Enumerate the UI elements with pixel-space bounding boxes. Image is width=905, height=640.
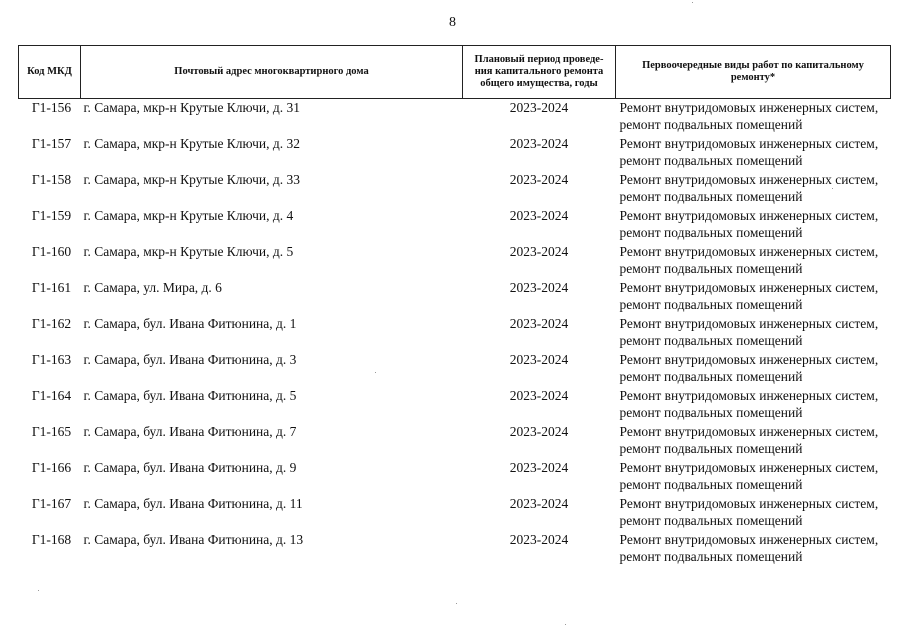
works-line-2: ремонт подвальных помещений	[619, 117, 803, 132]
table-row	[19, 387, 891, 423]
address-cell: г. Самара, бул. Ивана Фитюнина, д. 5	[83, 388, 297, 403]
mkd-code: Г1-168	[31, 532, 72, 547]
works-cell	[616, 207, 891, 243]
address-cell: г. Самара, мкр-н Крутые Ключи, д. 5	[83, 244, 294, 259]
scan-speck	[38, 590, 39, 591]
scan-speck	[692, 2, 693, 3]
table-row	[19, 135, 891, 171]
header-works: Первоочередные виды работ по капитальному ремонту*	[616, 46, 891, 99]
mkd-code: Г1-163	[31, 352, 72, 367]
period-cell: 2023-2024	[509, 244, 569, 259]
header-period: Плановый период проведе-ния капитального ремонта общего имущества, годы	[463, 46, 616, 99]
mkd-code: Г1-159	[31, 208, 72, 223]
header-code: Код МКД	[19, 46, 81, 99]
table-row	[19, 315, 891, 351]
works-line-2: ремонт подвальных помещений	[619, 441, 803, 456]
period-cell: 2023-2024	[509, 136, 569, 151]
works-line-2: ремонт подвальных помещений	[619, 477, 803, 492]
works-line-1: Ремонт внутридомовых инженерных систем,	[619, 496, 879, 511]
header-address: Почтовый адрес многоквартирного дома	[81, 46, 463, 99]
works-line-1: Ремонт внутридомовых инженерных систем,	[619, 136, 879, 151]
works-cell	[616, 495, 891, 531]
address-cell: г. Самара, мкр-н Крутые Ключи, д. 31	[83, 100, 301, 115]
works-line-2: ремонт подвальных помещений	[619, 297, 803, 312]
table-body	[19, 99, 891, 568]
address-cell: г. Самара, бул. Ивана Фитюнина, д. 9	[83, 460, 297, 475]
address-cell: г. Самара, бул. Ивана Фитюнина, д. 3	[83, 352, 297, 367]
works-line-2: ремонт подвальных помещений	[619, 261, 803, 276]
mkd-code: Г1-167	[31, 496, 72, 511]
works-cell	[616, 171, 891, 207]
period-cell: 2023-2024	[509, 100, 569, 115]
mkd-code: Г1-161	[31, 280, 72, 295]
works-line-2: ремонт подвальных помещений	[619, 189, 803, 204]
mkd-code: Г1-160	[31, 244, 72, 259]
table-row	[19, 171, 891, 207]
scan-speck	[565, 624, 566, 625]
period-cell: 2023-2024	[509, 424, 569, 439]
table-row	[19, 495, 891, 531]
works-line-1: Ремонт внутридомовых инженерных систем,	[619, 100, 879, 115]
period-cell: 2023-2024	[509, 496, 569, 511]
works-cell	[616, 243, 891, 279]
period-cell: 2023-2024	[509, 172, 569, 187]
works-cell	[616, 99, 891, 136]
table-row	[19, 279, 891, 315]
table-row	[19, 207, 891, 243]
period-cell: 2023-2024	[509, 352, 569, 367]
scan-speck	[832, 188, 833, 189]
works-line-1: Ремонт внутридомовых инженерных систем,	[619, 316, 879, 331]
page-number: 8	[449, 15, 456, 30]
works-line-1: Ремонт внутридомовых инженерных систем,	[619, 388, 879, 403]
works-line-1: Ремонт внутридомовых инженерных систем,	[619, 460, 879, 475]
mkd-code: Г1-157	[31, 136, 72, 151]
address-cell: г. Самара, мкр-н Крутые Ключи, д. 32	[83, 136, 301, 151]
table-row	[19, 531, 891, 567]
table-header	[19, 46, 891, 99]
scan-speck	[456, 603, 457, 604]
works-cell	[616, 315, 891, 351]
table-row	[19, 459, 891, 495]
period-cell: 2023-2024	[509, 532, 569, 547]
address-cell: г. Самара, бул. Ивана Фитюнина, д. 11	[83, 496, 303, 511]
repair-plan-table	[18, 45, 891, 567]
address-cell: г. Самара, бул. Ивана Фитюнина, д. 13	[83, 532, 304, 547]
works-line-2: ремонт подвальных помещений	[619, 153, 803, 168]
mkd-code: Г1-164	[31, 388, 72, 403]
works-line-2: ремонт подвальных помещений	[619, 405, 803, 420]
scan-speck	[375, 372, 376, 373]
address-cell: г. Самара, мкр-н Крутые Ключи, д. 33	[83, 172, 301, 187]
mkd-code: Г1-156	[31, 100, 72, 115]
period-cell: 2023-2024	[509, 460, 569, 475]
mkd-code: Г1-165	[31, 424, 72, 439]
period-cell: 2023-2024	[509, 280, 569, 295]
works-cell	[616, 351, 891, 387]
address-cell: г. Самара, ул. Мира, д. 6	[83, 280, 222, 295]
works-line-2: ремонт подвальных помещений	[619, 369, 803, 384]
address-cell: г. Самара, бул. Ивана Фитюнина, д. 7	[83, 424, 297, 439]
table-row	[19, 423, 891, 459]
mkd-code: Г1-166	[31, 460, 72, 475]
address-cell: г. Самара, бул. Ивана Фитюнина, д. 1	[83, 316, 297, 331]
works-line-2: ремонт подвальных помещений	[619, 225, 803, 240]
works-line-2: ремонт подвальных помещений	[619, 333, 803, 348]
header-row	[19, 46, 891, 99]
works-cell	[616, 459, 891, 495]
table-row	[19, 243, 891, 279]
works-line-1: Ремонт внутридомовых инженерных систем,	[619, 280, 879, 295]
period-cell: 2023-2024	[509, 208, 569, 223]
period-cell: 2023-2024	[509, 388, 569, 403]
works-line-1: Ремонт внутридомовых инженерных систем,	[619, 208, 879, 223]
works-cell	[616, 423, 891, 459]
works-line-1: Ремонт внутридомовых инженерных систем,	[619, 352, 879, 367]
works-cell	[616, 279, 891, 315]
works-line-1: Ремонт внутридомовых инженерных систем,	[619, 532, 879, 547]
works-cell	[616, 531, 891, 567]
table-row	[19, 351, 891, 387]
works-line-2: ремонт подвальных помещений	[619, 513, 803, 528]
works-line-1: Ремонт внутридомовых инженерных систем,	[619, 172, 879, 187]
works-line-1: Ремонт внутридомовых инженерных систем,	[619, 244, 879, 259]
works-line-1: Ремонт внутридомовых инженерных систем,	[619, 424, 879, 439]
mkd-code: Г1-158	[31, 172, 72, 187]
address-cell: г. Самара, мкр-н Крутые Ключи, д. 4	[83, 208, 294, 223]
works-line-2: ремонт подвальных помещений	[619, 549, 803, 564]
mkd-code: Г1-162	[31, 316, 72, 331]
works-cell	[616, 135, 891, 171]
table-row	[19, 99, 891, 136]
period-cell: 2023-2024	[509, 316, 569, 331]
works-cell	[616, 387, 891, 423]
